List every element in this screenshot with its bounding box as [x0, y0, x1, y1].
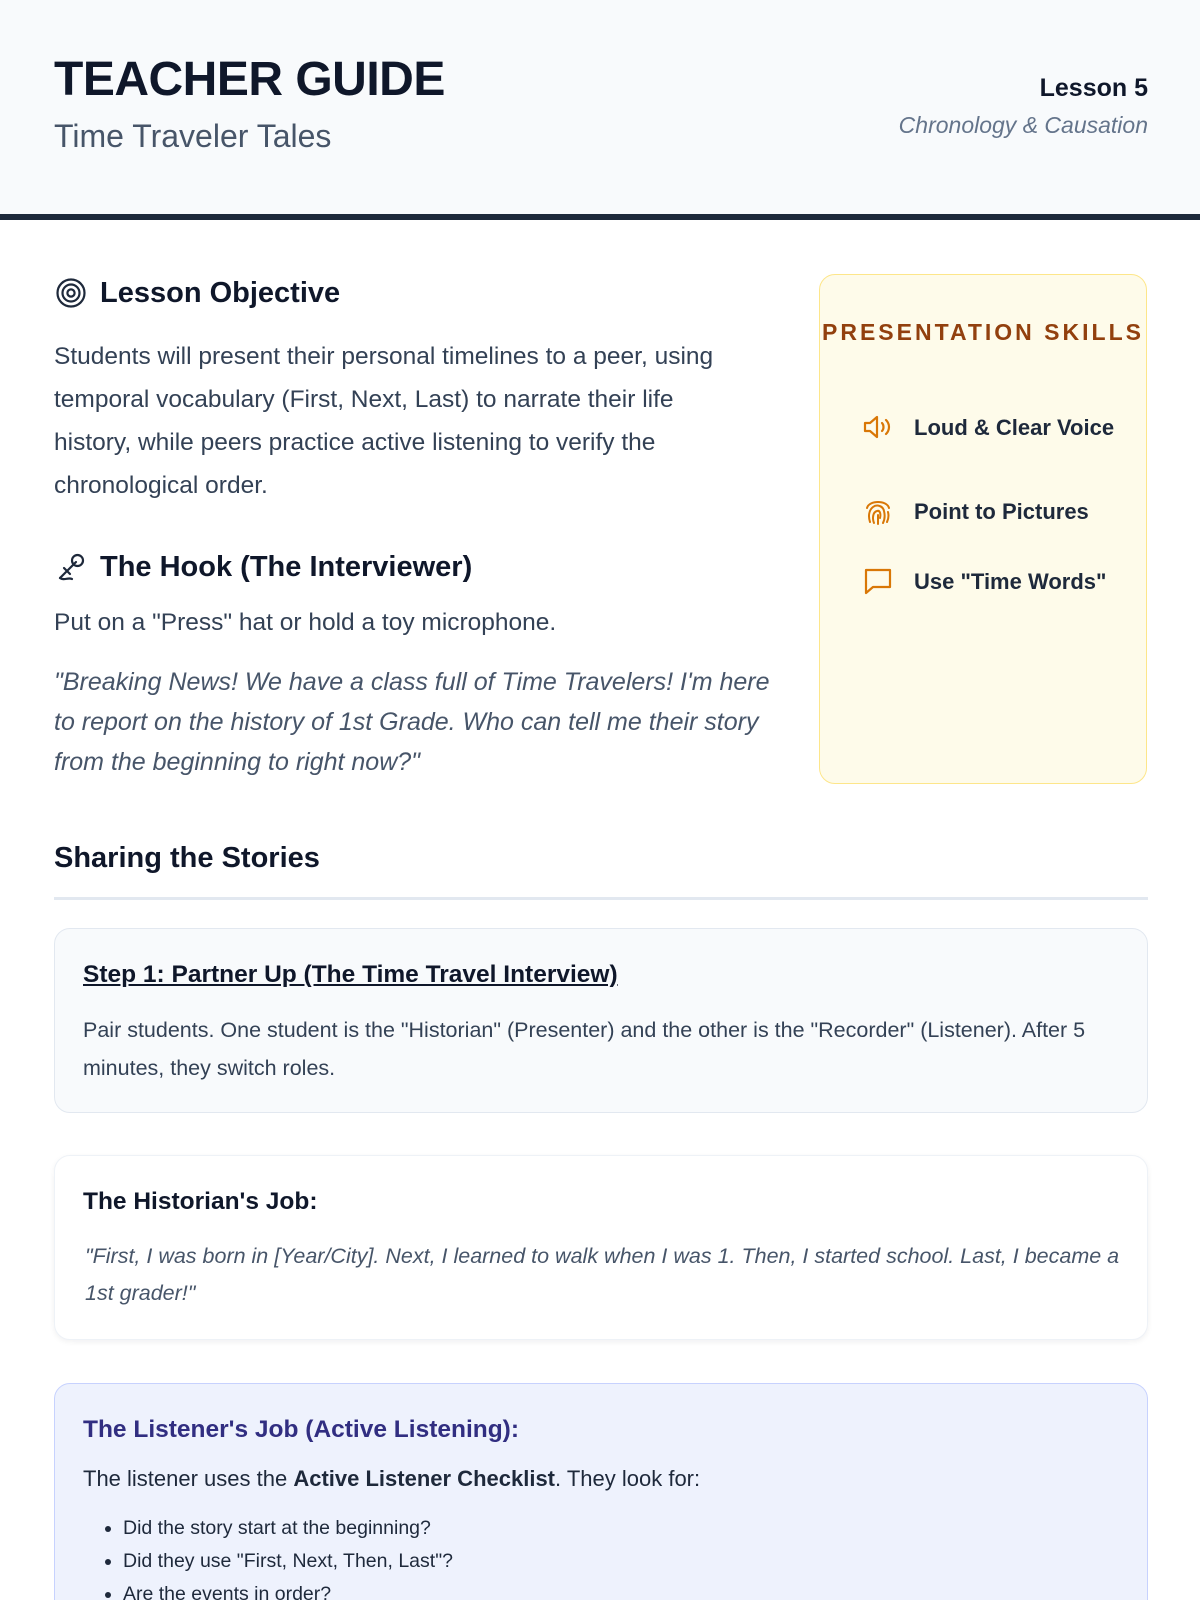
- skill-label: Loud & Clear Voice: [914, 414, 1115, 440]
- listener-checklist: [123, 1512, 453, 1600]
- lesson-number: Lesson 5: [1039, 74, 1148, 102]
- presentation-skills-panel: [819, 274, 1147, 784]
- header: [0, 0, 1200, 220]
- list-item: • Did they use "First, Next, Then, Last"?: [123, 1545, 453, 1578]
- hook-heading-label: The Hook (The Interviewer): [100, 550, 473, 583]
- skill-item-voice: [860, 409, 1120, 445]
- checklist-name: Active Listener Checklist: [293, 1466, 556, 1491]
- lesson-topic: Chronology & Causation: [898, 112, 1148, 138]
- objective-heading: [54, 276, 340, 310]
- list-item: • Are the events in order?: [123, 1578, 453, 1600]
- listener-intro-before: The listener uses the: [83, 1466, 294, 1491]
- step1-heading: Step 1: Partner Up (The Time Travel Interview): [83, 961, 618, 988]
- document-title: TEACHER GUIDE: [54, 53, 445, 106]
- objective-heading-label: Lesson Objective: [100, 276, 341, 309]
- historian-card: [54, 1155, 1148, 1340]
- skill-label: Use "Time Words": [914, 568, 1107, 594]
- sharing-heading: Sharing the Stories: [54, 842, 320, 874]
- list-item: • Did the story start at the beginning?: [123, 1512, 453, 1545]
- document-subtitle: Time Traveler Tales: [54, 118, 332, 154]
- step1-card: [54, 928, 1148, 1113]
- skill-item-point: [860, 493, 1120, 529]
- historian-heading: The Historian's Job:: [83, 1188, 318, 1215]
- skill-label: Point to Pictures: [914, 498, 1089, 524]
- target-icon: [54, 276, 88, 310]
- objective-text: Students will present their personal timelines to a peer, using temporal vocabulary (First, Next, Last) to narrate their life history, while peers practice active listening to verify the chronological order.: [54, 343, 714, 499]
- presentation-skills-title: PRESENTATION SKILLS: [822, 319, 1144, 345]
- hook-instruction: Put on a "Press" hat or hold a toy microphone.: [54, 609, 557, 636]
- listener-card: [54, 1383, 1148, 1600]
- listener-heading: The Listener's Job (Active Listening):: [83, 1416, 519, 1443]
- fingerprint-icon: [860, 493, 896, 529]
- speech-bubble-icon: [860, 563, 896, 599]
- step1-text: Pair students. One student is the "Historian" (Presenter) and the other is the "Recorder" (Listener). After 5 minutes, they switch roles.: [83, 1018, 1086, 1080]
- listener-intro-after: . They look for:: [555, 1466, 701, 1491]
- hook-heading: [54, 550, 472, 584]
- skill-item-time-words: [860, 563, 1120, 599]
- microphone-icon: [54, 550, 88, 584]
- hook-quote: "Breaking News! We have a class full of Time Travelers! I'm here to report on the history of 1st Grade. Who can tell me their story from the beginning to right now?": [54, 668, 770, 776]
- speaker-icon: [860, 409, 896, 445]
- section-divider: [54, 897, 1148, 900]
- historian-quote: "First, I was born in [Year/City]. Next, I learned to walk when I was 1. Then, I started school. Last, I became a 1st grader!": [85, 1244, 1120, 1305]
- listener-intro: [83, 1466, 700, 1492]
